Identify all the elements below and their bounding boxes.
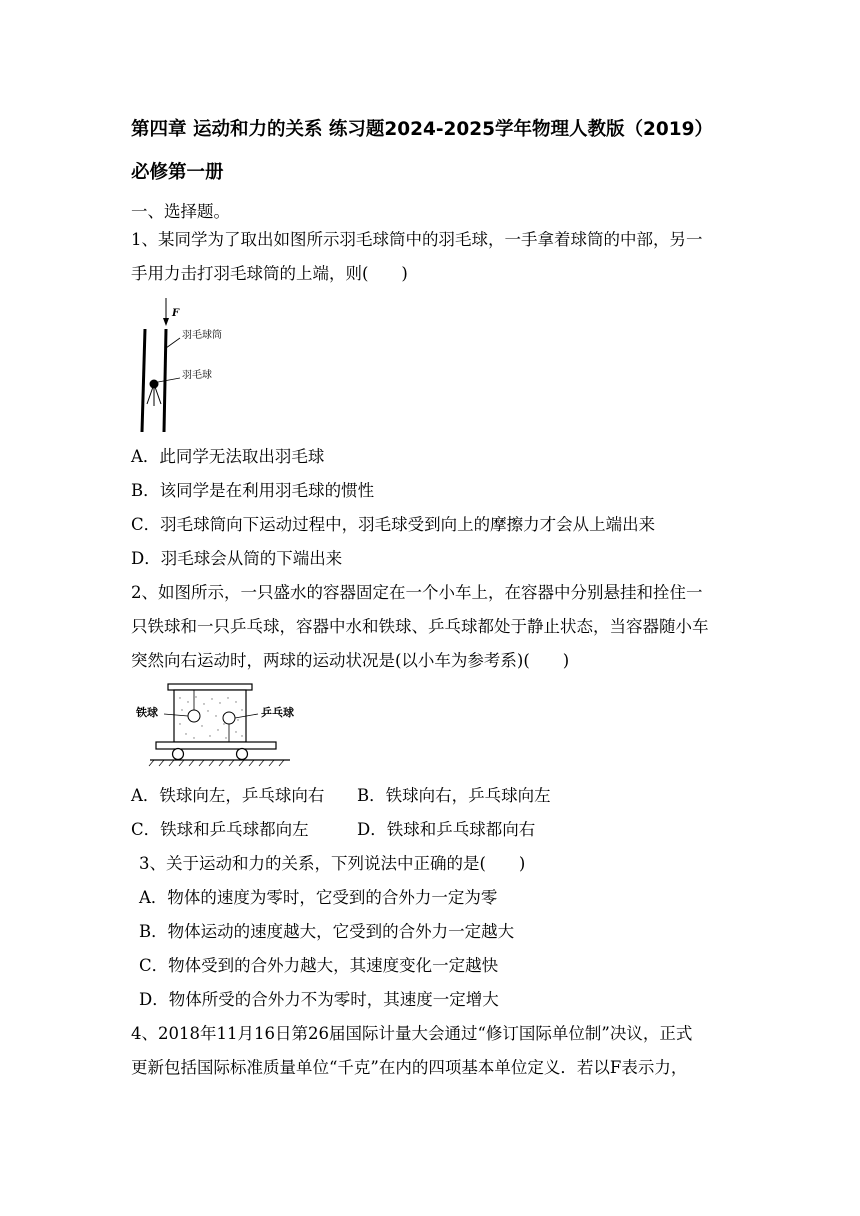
q2-option-b: B．铁球向右，乒乓球向左 [357,786,551,805]
q2-stem-line-1: 2、如图所示，一只盛水的容器固定在一个小车上，在容器中分别悬挂和拴住一 [131,583,703,602]
q2-iron-ball-label: 铁球 [136,706,158,719]
q1-force-label: F [172,308,180,319]
q1-stem-line-1: 1、某同学为了取出如图所示羽毛球筒中的羽毛球，一手拿着球筒的中部，另一 [131,230,703,249]
badminton-tube-diagram [128,296,268,436]
q3-option-c: C．物体受到的合外力越大，其速度变化一定越快 [139,956,499,975]
q2-stem-line-3: 突然向右运动时，两球的运动状况是(以小车为参考系)( ) [131,651,570,670]
section-heading: 一、选择题。 [131,202,230,221]
q1-option-a: A．此同学无法取出羽毛球 [131,447,325,466]
q2-option-d: D．铁球和乒乓球都向右 [357,820,536,839]
q1-stem-line-2: 手用力击打羽毛球筒的上端，则( ) [131,264,408,283]
document-title-line-1: 第四章 运动和力的关系 练习题2024-2025学年物理人教版（2019） [131,119,714,140]
q1-option-d: D．羽毛球会从筒的下端出来 [131,549,343,568]
q2-stem-line-2: 只铁球和一只乒乓球，容器中水和铁球、乒乓球都处于静止状态，当容器随小车 [131,617,709,636]
q2-option-c: C．铁球和乒乓球都向左 [131,820,309,839]
q4-stem-line-1: 4、2018年11月16日第26届国际计量大会通过“修订国际单位制”决议，正式 [131,1024,693,1043]
q1-figure-badminton-tube [128,296,268,436]
q1-tube-label: 羽毛球筒 [182,330,222,341]
q4-stem-line-2: 更新包括国际标准质量单位“千克”在内的四项基本单位定义．若以F表示力， [131,1058,688,1077]
q3-option-b: B．物体运动的速度越大，它受到的合外力一定越大 [139,922,515,941]
cart-container-diagram [132,680,302,772]
document-title-line-2: 必修第一册 [131,162,224,183]
q2-pingpong-ball-label: 乒乓球 [261,706,294,719]
q1-option-b: B．该同学是在利用羽毛球的惯性 [131,481,375,500]
q2-option-a: A．铁球向左，乒乓球向右 [131,786,325,805]
q3-stem: 3、关于运动和力的关系，下列说法中正确的是( ) [139,854,526,873]
q3-option-d: D．物体所受的合外力不为零时，其速度一定增大 [139,990,499,1009]
q1-option-c: C．羽毛球筒向下运动过程中，羽毛球受到向上的摩擦力才会从上端出来 [131,515,656,534]
q2-figure-cart-container [132,680,302,772]
q3-option-a: A．物体的速度为零时，它受到的合外力一定为零 [139,888,498,907]
q1-ball-label: 羽毛球 [182,370,212,381]
